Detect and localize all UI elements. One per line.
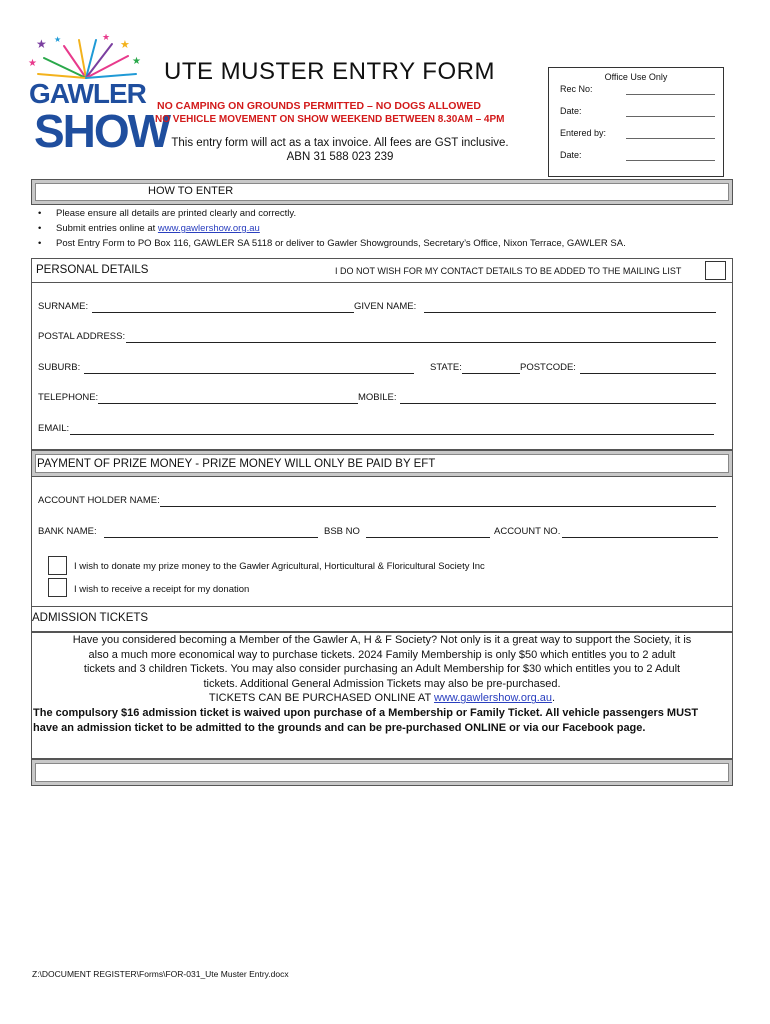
- payment-heading: PAYMENT OF PRIZE MONEY - PRIZE MONEY WILL ONLY BE PAID BY EFT: [37, 458, 436, 470]
- bullet-text: Submit entries online at: [56, 223, 158, 234]
- account-no-label: ACCOUNT NO.: [494, 526, 561, 537]
- personal-details-section: [31, 283, 733, 450]
- surname-field[interactable]: [92, 312, 354, 313]
- tickets-online-line: [33, 691, 731, 706]
- para-line: tickets. Additional General Admission Tickets may also be pre-purchased.: [203, 677, 561, 690]
- mailing-opt-out-checkbox[interactable]: [705, 261, 726, 280]
- office-row-label: Rec No:: [560, 84, 593, 94]
- svg-text:★: ★: [132, 56, 141, 67]
- suburb-field[interactable]: [84, 373, 414, 374]
- telephone-label: TELEPHONE:: [38, 392, 99, 403]
- bsb-field[interactable]: [366, 537, 490, 538]
- office-row-label: Date:: [560, 150, 582, 160]
- how-to-enter-list: [36, 206, 626, 251]
- email-label: EMAIL:: [38, 423, 70, 434]
- receipt-checkbox[interactable]: [48, 578, 67, 597]
- office-use-title: Office Use Only: [604, 72, 668, 82]
- office-row-line[interactable]: [626, 150, 715, 161]
- svg-text:★: ★: [36, 37, 47, 51]
- account-holder-label: ACCOUNT HOLDER NAME:: [38, 495, 160, 506]
- membership-paragraph: [33, 633, 731, 706]
- state-field[interactable]: [462, 373, 520, 374]
- compulsory-ticket-note: [33, 706, 731, 735]
- svg-text:★: ★: [28, 58, 37, 69]
- svg-text:★: ★: [102, 34, 111, 42]
- warning-no-camping: NO CAMPING ON GROUNDS PERMITTED – NO DOGS ALLOWED: [157, 100, 481, 112]
- surname-label: SURNAME:: [38, 301, 89, 312]
- how-to-enter-heading: HOW TO ENTER: [148, 185, 234, 197]
- account-holder-field[interactable]: [160, 506, 716, 507]
- bank-name-field[interactable]: [104, 537, 318, 538]
- form-title: UTE MUSTER ENTRY FORM: [164, 58, 495, 85]
- bsb-label: BSB NO: [324, 526, 360, 537]
- personal-details-heading: PERSONAL DETAILS: [36, 264, 149, 276]
- bank-name-label: BANK NAME:: [38, 526, 97, 537]
- postal-address-field[interactable]: [126, 342, 716, 343]
- donate-checkbox[interactable]: [48, 556, 67, 575]
- telephone-field[interactable]: [98, 403, 358, 404]
- office-row-label: Date:: [560, 106, 582, 116]
- document-path: Z:\DOCUMENT REGISTER\Forms\FOR-031_Ute Muster Entry.docx: [32, 969, 289, 979]
- bar-inner: [35, 183, 729, 201]
- mailing-opt-out-label: I DO NOT WISH FOR MY CONTACT DETAILS TO BE ADDED TO THE MAILING LIST: [335, 266, 682, 276]
- office-rec-no: [560, 84, 715, 95]
- tickets-text: TICKETS CAN BE PURCHASED ONLINE AT: [208, 692, 435, 705]
- logo-text-gawler: GAWLER: [29, 78, 146, 109]
- personal-details-bar: [31, 258, 733, 283]
- how-to-enter-bar: [31, 179, 733, 205]
- para-line: tickets and 3 children Tickets. You may also consider purchasing an Adult Membership for $30 which entitles you to 2 Adult: [83, 663, 681, 676]
- bar-inner: [35, 763, 729, 782]
- suburb-label: SUBURB:: [38, 362, 81, 373]
- payment-section: [31, 477, 733, 607]
- postcode-field[interactable]: [580, 373, 716, 374]
- para-line: also a much more economical way to purchase tickets. 2024 Family Membership is only $50 which entitles you to 2 adult: [88, 648, 676, 661]
- admission-heading-row: [31, 607, 733, 632]
- office-row-line[interactable]: [626, 106, 715, 117]
- admission-heading: ADMISSION TICKETS: [32, 612, 149, 624]
- tickets-link[interactable]: www.gawlershow.org.au: [434, 692, 553, 705]
- office-row-label: Entered by:: [560, 128, 607, 138]
- postal-address-label: POSTAL ADDRESS:: [38, 331, 126, 342]
- list-item: [36, 221, 626, 236]
- list-item: • Please ensure all details are printed clearly and correctly.: [36, 206, 626, 221]
- svg-text:★: ★: [54, 35, 62, 44]
- bold-line: The compulsory $16 admission ticket is waived upon purchase of a Membership or Family Ticket. All vehicle passengers MUST: [33, 707, 699, 719]
- mobile-label: MOBILE:: [358, 392, 397, 403]
- postcode-label: POSTCODE:: [520, 362, 576, 373]
- tax-invoice-note: [150, 136, 530, 164]
- account-no-field[interactable]: [562, 537, 718, 538]
- tickets-suffix: .: [552, 692, 556, 705]
- list-item: • Post Entry Form to PO Box 116, GAWLER SA 5118 or deliver to Gawler Showgrounds, Secretary’s Office, Nixon Terrace, GAWLER SA.: [36, 236, 626, 251]
- office-use-box: [548, 67, 724, 177]
- payment-bar: [31, 450, 733, 477]
- abn-line: ABN 31 588 023 239: [286, 151, 394, 163]
- given-name-field[interactable]: [424, 312, 716, 313]
- logo-text-show: SHOW: [34, 105, 170, 157]
- tax-line: This entry form will act as a tax invoice. All fees are GST inclusive.: [171, 137, 509, 149]
- svg-text:★: ★: [120, 39, 130, 51]
- donate-label: I wish to donate my prize money to the Gawler Agricultural, Horticultural & Floricultural Society Inc: [74, 561, 485, 572]
- office-row-line[interactable]: [626, 128, 715, 139]
- office-date-2: [560, 150, 715, 161]
- gawler-show-logo: [24, 34, 170, 162]
- given-name-label: GIVEN NAME:: [354, 301, 417, 312]
- receipt-label: I wish to receive a receipt for my donation: [74, 584, 250, 595]
- mobile-field[interactable]: [400, 403, 716, 404]
- office-row-line[interactable]: [626, 84, 715, 95]
- warning-no-vehicle: NO VEHICLE MOVEMENT ON SHOW WEEKEND BETWEEN 8.30AM – 4PM: [155, 114, 505, 125]
- para-line: Have you considered becoming a Member of the Gawler A, H & F Society? Not only is it a great way to support the Society, it is: [72, 634, 692, 646]
- website-link[interactable]: www.gawlershow.org.au: [157, 223, 260, 234]
- bottom-bar: [31, 759, 733, 786]
- bold-line: have an admission ticket to be admitted to the grounds and can be pre-purchased ONLINE or via our Facebook page.: [33, 721, 646, 734]
- office-entered-by: [560, 128, 715, 139]
- office-date: [560, 106, 715, 117]
- state-label: STATE:: [430, 362, 462, 373]
- email-field[interactable]: [70, 434, 714, 435]
